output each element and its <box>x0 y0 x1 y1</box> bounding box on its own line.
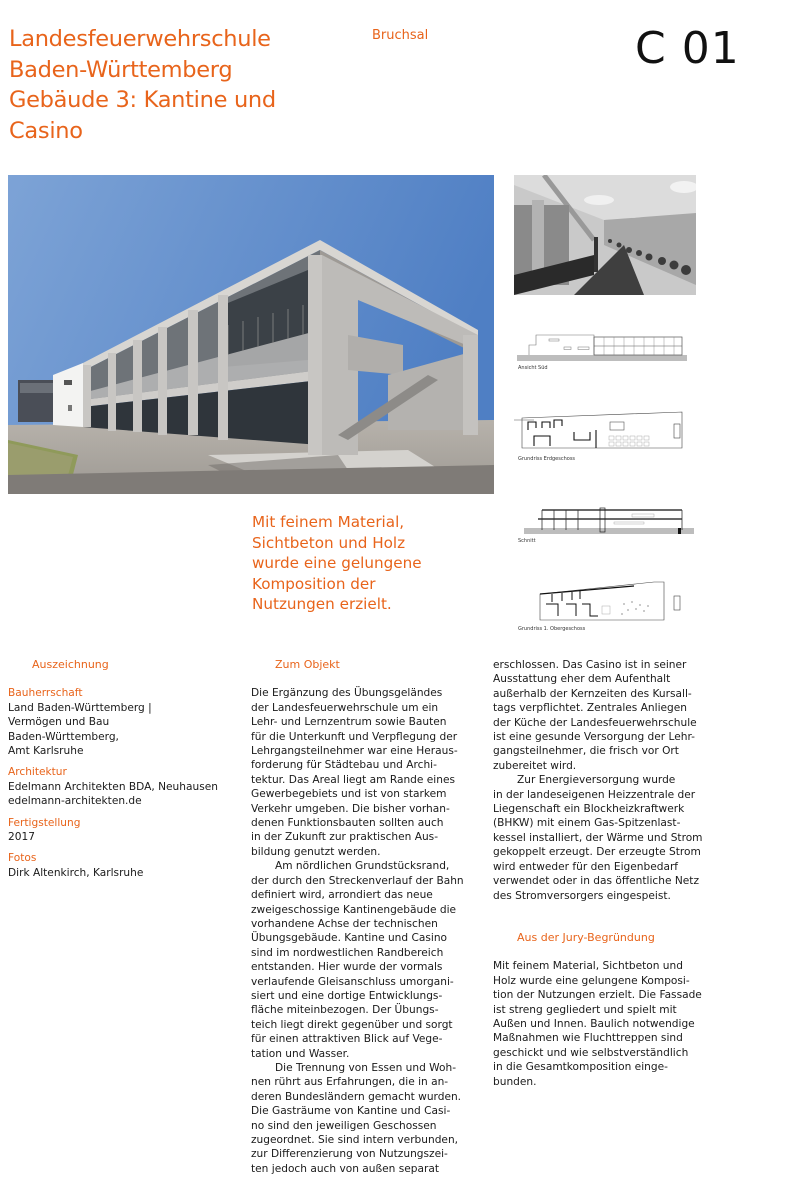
text-line: Verkehr umgeben. Die bisher vorhan- <box>251 802 450 815</box>
text-line: zweigeschossige Kantinengebäude die <box>251 903 457 916</box>
quote-line: Komposition der <box>252 574 376 593</box>
fact-value: Land Baden-Württemberg | <box>8 701 152 714</box>
fact-value: Dirk Altenkirch, Karlsruhe <box>8 866 144 879</box>
title-line: Gebäude 3: Kantine und <box>9 87 276 113</box>
text-line: erschlossen. Das Casino ist in seiner <box>493 659 687 671</box>
text-line: no sind den jeweiligen Geschossen <box>251 1119 437 1132</box>
drawing-caption: Grundriss 1. Obergeschoss <box>518 626 586 632</box>
text-line: Holz wurde eine gelungene Komposi- <box>493 974 690 987</box>
text-line: Lehrgangsteilnehmer war eine Heraus- <box>251 745 458 758</box>
text-line: Zur Energieversorgung wurde <box>517 774 676 787</box>
text-line: außerhalb der Kernzeiten des Kursall- <box>493 687 692 700</box>
quote-line: Nutzungen erzielt. <box>252 595 392 614</box>
jury-body-text <box>493 959 728 1089</box>
fact-label: Bauherrschaft <box>8 687 83 700</box>
text-line: definiert wird, arrondiert das neue <box>251 889 433 902</box>
page-title <box>9 24 329 146</box>
text-line: kessel installiert, der Wärme und Strom <box>493 831 703 844</box>
text-line: bunden. <box>493 1075 537 1088</box>
text-line: gekoppelt erzeugt. Der erzeugte Strom <box>493 846 701 859</box>
pull-quote <box>252 512 492 615</box>
text-line: deren Bundesländern gemacht wurden. <box>251 1090 462 1103</box>
text-line: ten jedoch auch von außen separat <box>251 1162 440 1175</box>
facts-heading: Auszeichnung <box>32 658 109 671</box>
canteen-interior-photo <box>514 175 696 295</box>
object-body-text <box>251 686 486 1176</box>
text-line: fläche miteinbezogen. Der Übungs- <box>251 1004 439 1017</box>
title-line: Landesfeuerwehrschule <box>9 26 271 52</box>
fact-label: Fotos <box>8 852 37 865</box>
quote-line: Mit feinem Material, <box>252 513 405 531</box>
fact-label: Architektur <box>8 766 67 779</box>
text-line: Außen und Innen. Baulich notwendige <box>493 1017 695 1030</box>
text-line: entstanden. Hier wurde der vormals <box>251 961 443 974</box>
text-line: siert und eine dortige Entwicklungs- <box>251 989 443 1002</box>
fact-item <box>8 765 238 808</box>
floorplan-first-floor <box>514 580 700 632</box>
text-line: zugeordnet. Sie sind intern verbunden, <box>251 1134 459 1146</box>
fact-value: Amt Karlsruhe <box>8 745 84 758</box>
text-line: sind im nordwestlichen Randbereich <box>251 946 444 959</box>
text-line: verwendet oder in das öffentliche Netz <box>493 875 700 888</box>
text-line: ist eine gesunde Versorgung der Lehr- <box>493 731 695 744</box>
text-line: denen Funktionsbauten sollten auch <box>251 817 444 830</box>
fact-value: Vermögen und Bau <box>8 716 110 729</box>
text-line: tektur. Das Areal liegt am Rande eines <box>251 773 456 786</box>
text-line: Die Trennung von Essen und Woh- <box>275 1061 457 1074</box>
text-line: zur Differenzierung von Nutzungszei- <box>251 1148 448 1161</box>
location-label: Bruchsal <box>372 28 429 43</box>
quote-line: wurde eine gelungene <box>252 554 422 573</box>
text-line: verlaufende Gleisanschluss umorgani- <box>251 975 454 988</box>
building-exterior-photo <box>8 175 494 494</box>
title-line: Baden-Württemberg <box>9 56 233 83</box>
text-line: Liegenschaft ein Blockheizkraftwerk <box>493 803 685 816</box>
text-line: für einen attraktiven Blick auf Vege- <box>251 1033 443 1046</box>
text-line: in die Gesamtkomposition einge- <box>493 1061 668 1074</box>
fact-item <box>8 686 238 758</box>
text-line: wird entweder für den Eigenbedarf <box>493 860 679 873</box>
text-line: Gewerbegebiets und ist von starkem <box>251 788 447 801</box>
text-line: bildung genutzt werden. <box>251 845 381 858</box>
drawing-caption: Schnitt <box>518 538 536 544</box>
fact-value: Baden-Württemberg, <box>8 730 119 743</box>
text-line: vorhandene Achse der technischen <box>251 917 438 930</box>
text-line: der Küche der Landesfeuerwehrschule <box>493 716 697 729</box>
text-line: der durch den Streckenverlauf der Bahn <box>251 874 464 887</box>
text-line: Die Gasträume von Kantine und Casi- <box>251 1105 451 1118</box>
fact-value: 2017 <box>8 831 35 844</box>
text-line: Mit feinem Material, Sichtbeton und <box>493 960 683 973</box>
elevation-drawing-south <box>514 325 700 371</box>
fact-item <box>8 816 238 845</box>
object-column <box>251 658 486 1176</box>
drawing-caption: Ansicht Süd <box>518 365 548 371</box>
text-line: Am nördlichen Grundstücksrand, <box>275 860 450 873</box>
text-line: zubereitet wird. <box>493 759 577 772</box>
text-line: (BHKW) mit einem Gas-Spitzenlast- <box>493 817 681 830</box>
text-line: Übungsgebäude. Kantine und Casino <box>251 932 448 945</box>
text-line: in der Zukunft zur praktischen Aus- <box>251 831 439 844</box>
text-line: Ausstattung eher dem Aufenthalt <box>493 673 671 686</box>
text-line: in der landeseigenen Heizzentrale der <box>493 788 696 801</box>
text-line: Lehr- und Lernzentrum sowie Bauten <box>251 716 447 729</box>
entry-code: C 01 <box>635 23 740 74</box>
fact-value: edelmann-architekten.de <box>8 795 142 808</box>
text-line: gangsteilnehmer, die frisch vor Ort <box>493 745 679 758</box>
title-line: Casino <box>9 117 83 144</box>
text-line: forderung für Städtebau und Archi- <box>251 759 437 772</box>
jury-heading: Aus der Jury-Begründung <box>517 930 655 944</box>
text-line: geschickt und wie selbstverständlich <box>493 1046 689 1059</box>
text-line: des Stromversorgers eingespeist. <box>493 889 671 902</box>
object-body-continued <box>493 658 728 903</box>
continuation-column <box>493 658 728 1089</box>
facts-column <box>8 658 238 887</box>
drawing-caption: Grundriss Erdgeschoss <box>518 456 576 462</box>
text-line: Die Ergänzung des Übungsgeländes <box>251 687 443 700</box>
text-line: nen rührt aus Erfahrungen, die in an- <box>251 1076 449 1089</box>
text-line: für die Unterkunft und Verpflegung der <box>251 730 458 743</box>
fact-label: Fertigstellung <box>8 816 81 829</box>
quote-line: Sichtbeton und Holz <box>252 533 406 552</box>
fact-value: Edelmann Architekten BDA, Neuhausen <box>8 780 218 793</box>
fact-item <box>8 851 238 880</box>
text-line: Maßnahmen wie Fluchttreppen sind <box>493 1032 683 1045</box>
section-drawing <box>514 504 700 544</box>
text-line: ist streng gegliedert und spielt mit <box>493 1003 677 1016</box>
floorplan-ground-floor <box>514 410 700 462</box>
text-line: der Landesfeuerwehrschule um ein <box>251 701 439 714</box>
text-line: tion der Nutzungen erzielt. Die Fassade <box>493 989 702 1002</box>
text-line: teich liegt direkt gegenüber und sorgt <box>251 1018 453 1031</box>
facts-list <box>8 686 238 880</box>
text-line: tags verpflichtet. Zentrales Anliegen <box>493 702 687 715</box>
text-line: tation und Wasser. <box>251 1047 350 1060</box>
object-heading: Zum Objekt <box>275 658 340 671</box>
